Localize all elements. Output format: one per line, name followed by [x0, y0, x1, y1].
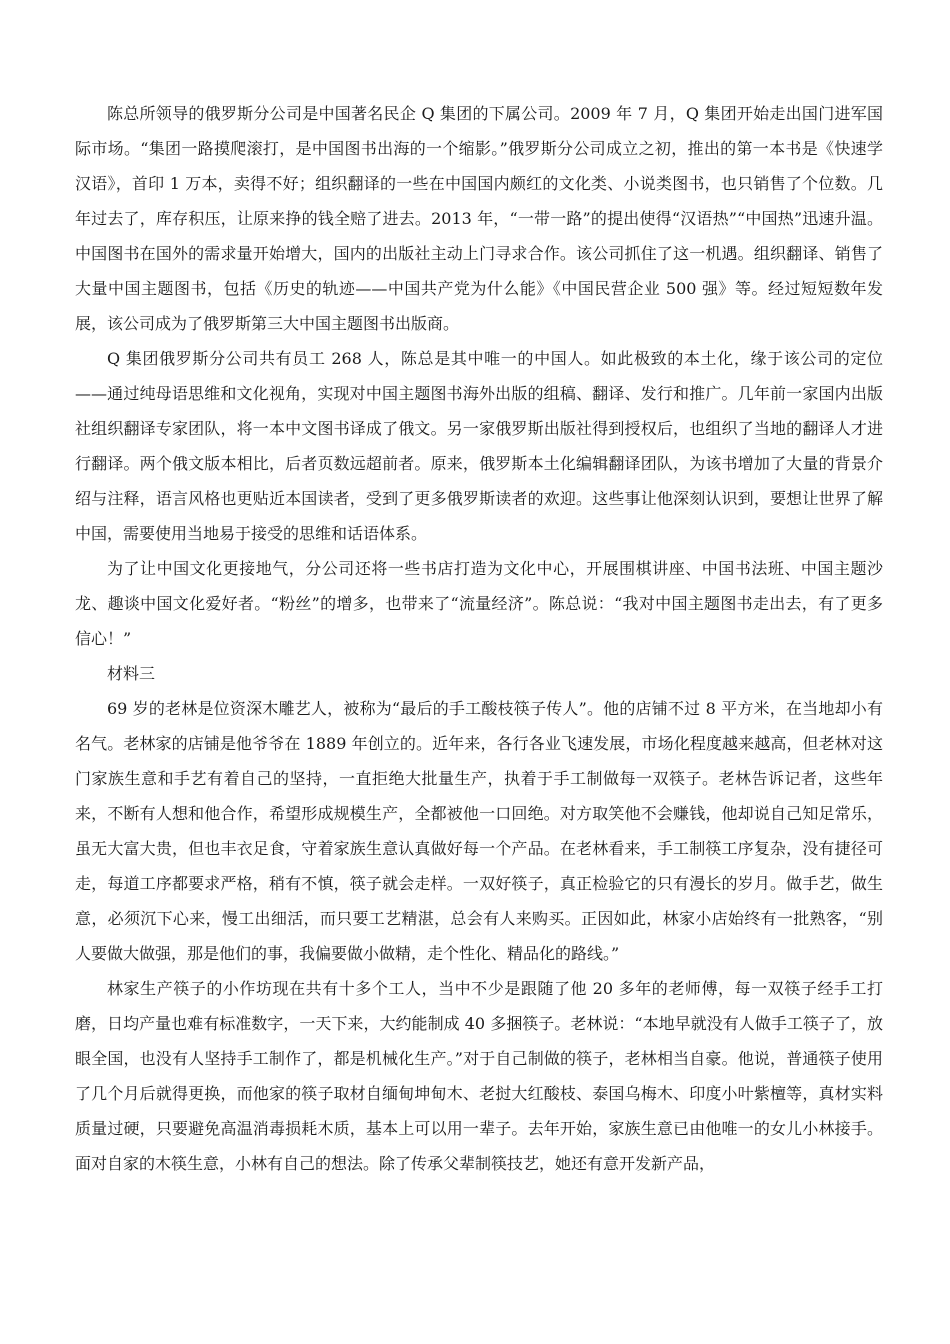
- paragraph-3: 为了让中国文化更接地气，分公司还将一些书店打造为文化中心，开展围棋讲座、中国书法班、中国主题沙龙、趣谈中国文化爱好者。“粉丝”的增多，也带来了“流量经济”。陈总说：“我对中国主题图书走出去，有了更多信心！”: [75, 559, 883, 648]
- document-page: [75, 96, 883, 1181]
- paragraph-1: 陈总所领导的俄罗斯分公司是中国著名民企 Q 集团的下属公司。2009 年 7 月，Q 集团开始走出国门进军国际市场。“集团一路摸爬滚打，是中国图书出海的一个缩影。”俄罗斯分公司成立之初，推出的第一本书是《快速学汉语》，首印 1 万本，卖得不好；组织翻译的一些在中国国内颇红的文化类、小说类图书，也只销售了个位数。几年过去了，库存积压，让原来挣的钱全赔了进去。2013 年，“一带一路”的提出使得“汉语热”“中国热”迅速升温。中国图书在国外的需求量开始增大，国内的出版社主动上门寻求合作。该公司抓住了这一机遇。组织翻译、销售了大量中国主题图书，包括《历史的轨迹——中国共产党为什么能》《中国民营企业 500 强》等。经过短短数年发展，该公司成为了俄罗斯第三大中国主题图书出版商。: [75, 104, 883, 333]
- paragraph-2: Q 集团俄罗斯分公司共有员工 268 人，陈总是其中唯一的中国人。如此极致的本土化，缘于该公司的定位——通过纯母语思维和文化视角，实现对中国主题图书海外出版的组稿、翻译、发行和推广。几年前一家国内出版社组织翻译专家团队，将一本中文图书译成了俄文。另一家俄罗斯出版社得到授权后，也组织了当地的翻译人才进行翻译。两个俄文版本相比，后者页数远超前者。原来，俄罗斯本土化编辑翻译团队，为该书增加了大量的背景介绍与注释，语言风格也更贴近本国读者，受到了更多俄罗斯读者的欢迎。这些事让他深刻认识到，要想让世界了解中国，需要使用当地易于接受的思维和话语体系。: [75, 349, 883, 543]
- section-heading: 材料三: [107, 664, 156, 683]
- paragraph-5: 林家生产筷子的小作坊现在共有十多个工人，当中不少是跟随了他 20 多年的老师傅，每一双筷子经手工打磨，日均产量也难有标准数字，一天下来，大约能制成 40 多捆筷子。老林说：“本地早就没有人做手工筷子了，放眼全国，也没有人坚持手工制作了，都是机械化生产。”对于自己制做的筷子，老林相当自豪。他说，普通筷子使用了几个月后就得更换，而他家的筷子取材自缅甸坤甸木、老挝大红酸枝、泰国乌梅木、印度小叶紫檀等，真材实料质量过硬，只要避免高温消毒损耗木质，基本上可以用一辈子。去年开始，家族生意已由他唯一的女儿小林接手。面对自家的木筷生意，小林有自己的想法。除了传承父辈制筷技艺，她还有意开发新产品，: [75, 979, 883, 1173]
- paragraph-4: 69 岁的老林是位资深木雕艺人，被称为“最后的手工酸枝筷子传人”。他的店铺不过 8 平方米，在当地却小有名气。老林家的店铺是他爷爷在 1889 年创立的。近年来，各行各业飞速发展，市场化程度越来越高，但老林对这门家族生意和手艺有着自己的坚持，一直拒绝大批量生产，执着于手工制做每一双筷子。老林告诉记者，这些年来，不断有人想和他合作，希望形成规模生产，全都被他一口回绝。对方取笑他不会赚钱，他却说自己知足常乐，虽无大富大贵，但也丰衣足食，守着家族生意认真做好每一个产品。在老林看来，手工制筷工序复杂，没有捷径可走，每道工序都要求严格，稍有不慎，筷子就会走样。一双好筷子，真正检验它的只有漫长的岁月。做手艺，做生意，必须沉下心来，慢工出细活，而只要工艺精湛，总会有人来购买。正因如此，林家小店始终有一批熟客，“别人要做大做强，那是他们的事，我偏要做小做精，走个性化、精品化的路线。”: [75, 699, 883, 963]
